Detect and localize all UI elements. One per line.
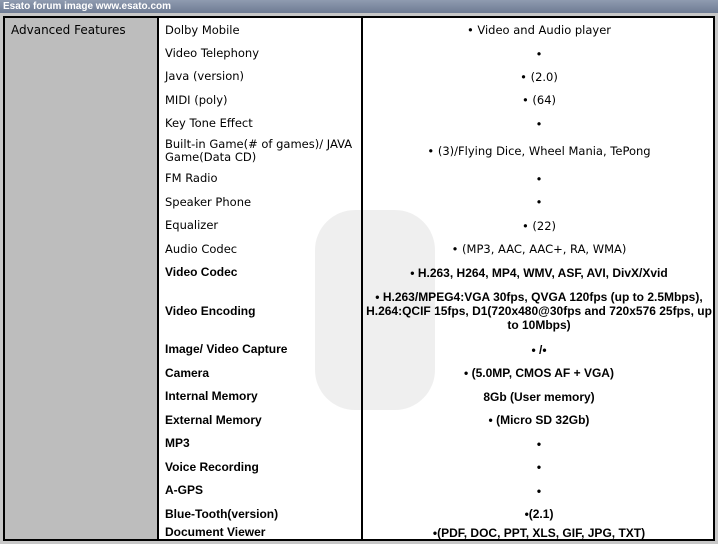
table-row [159, 338, 713, 361]
table-row [159, 432, 713, 455]
feature-name: MIDI (poly) [165, 92, 228, 107]
feature-value: • [536, 436, 542, 451]
feature-name: Internal Memory [165, 389, 258, 403]
feature-name: Document Viewer [165, 525, 266, 539]
banner-text: Esato forum image www.esato.com [3, 1, 172, 12]
table-row [159, 526, 713, 539]
table-row [159, 261, 713, 284]
feature-name: FM Radio [165, 171, 218, 185]
table-row [159, 112, 713, 135]
table-row [159, 455, 713, 479]
feature-value: 8Gb (User memory) [483, 389, 595, 404]
feature-value: • [535, 116, 543, 131]
feature-value: • (3)/Flying Dice, Wheel Mania, TePong [427, 144, 651, 158]
feature-value: • [535, 171, 543, 186]
table-row [159, 190, 713, 214]
table-row [159, 65, 713, 88]
table-row [159, 237, 713, 261]
feature-value: • [536, 460, 542, 474]
feature-name: Video Encoding [165, 303, 256, 318]
table-row [159, 88, 713, 112]
feature-value: •(2.1) [524, 507, 554, 521]
feature-name: Java (version) [165, 69, 245, 83]
feature-name: Built-in Game(# of games)/ JAVA Game(Data CD) [165, 137, 353, 164]
table-row [159, 502, 713, 526]
feature-value: • [536, 483, 542, 498]
table-row [159, 361, 713, 385]
feature-name: Audio Codec [165, 241, 238, 256]
feature-value: • (22) [521, 218, 557, 233]
feature-value: • (MP3, AAC, AAC+, RA, WMA) [451, 242, 627, 256]
section-label: Advanced Features [11, 23, 126, 37]
feature-name: External Memory [165, 412, 262, 427]
feature-value: • /• [531, 342, 547, 357]
feature-name: Video Telephony [165, 46, 260, 60]
feature-name: Voice Recording [165, 459, 259, 474]
feature-name: Blue-Tooth(version) [165, 506, 279, 521]
feature-value: • (64) [521, 93, 557, 107]
feature-name: Dolby Mobile [165, 22, 240, 37]
table-row [159, 408, 713, 432]
feature-value: • (2.0) [520, 69, 558, 84]
feature-name: Key Tone Effect [165, 116, 253, 130]
feature-name: Speaker Phone [165, 194, 252, 209]
feature-value: • H.263, H264, MP4, WMV, ASF, AVI, DivX/Xvid [410, 265, 668, 280]
watermark-banner [0, 0, 718, 13]
feature-name: MP3 [165, 436, 190, 450]
feature-name: Video Codec [165, 265, 238, 279]
table-row [159, 214, 713, 237]
spec-table [3, 16, 715, 541]
feature-value: • Video and Audio player [466, 23, 612, 37]
feature-value: • [535, 195, 543, 209]
table-row [159, 135, 713, 167]
feature-value: • (5.0MP, CMOS AF + VGA) [464, 366, 614, 380]
feature-value: • H.263/MPEG4:VGA 30fps, QVGA 120fps (up to 2.5Mbps), H.264:QCIF 15fps, D1(720x480@30fps and 720x576 25fps, up to 10Mbps) [366, 290, 712, 332]
table-row [159, 18, 713, 42]
feature-value: •(PDF, DOC, PPT, XLS, GIF, JPG, TXT) [432, 525, 646, 540]
table-row [159, 42, 713, 65]
section-column [5, 18, 159, 539]
spec-rows [159, 18, 713, 539]
feature-name: Equalizer [165, 218, 219, 232]
image-frame [0, 13, 718, 544]
feature-value: • [535, 46, 543, 61]
table-row [159, 167, 713, 190]
feature-name: A-GPS [165, 483, 204, 497]
feature-name: Image/ Video Capture [165, 342, 288, 356]
table-row [159, 479, 713, 502]
feature-value: • (Micro SD 32Gb) [488, 413, 590, 427]
table-row [159, 385, 713, 408]
table-row [159, 284, 713, 338]
feature-name: Camera [165, 365, 210, 380]
